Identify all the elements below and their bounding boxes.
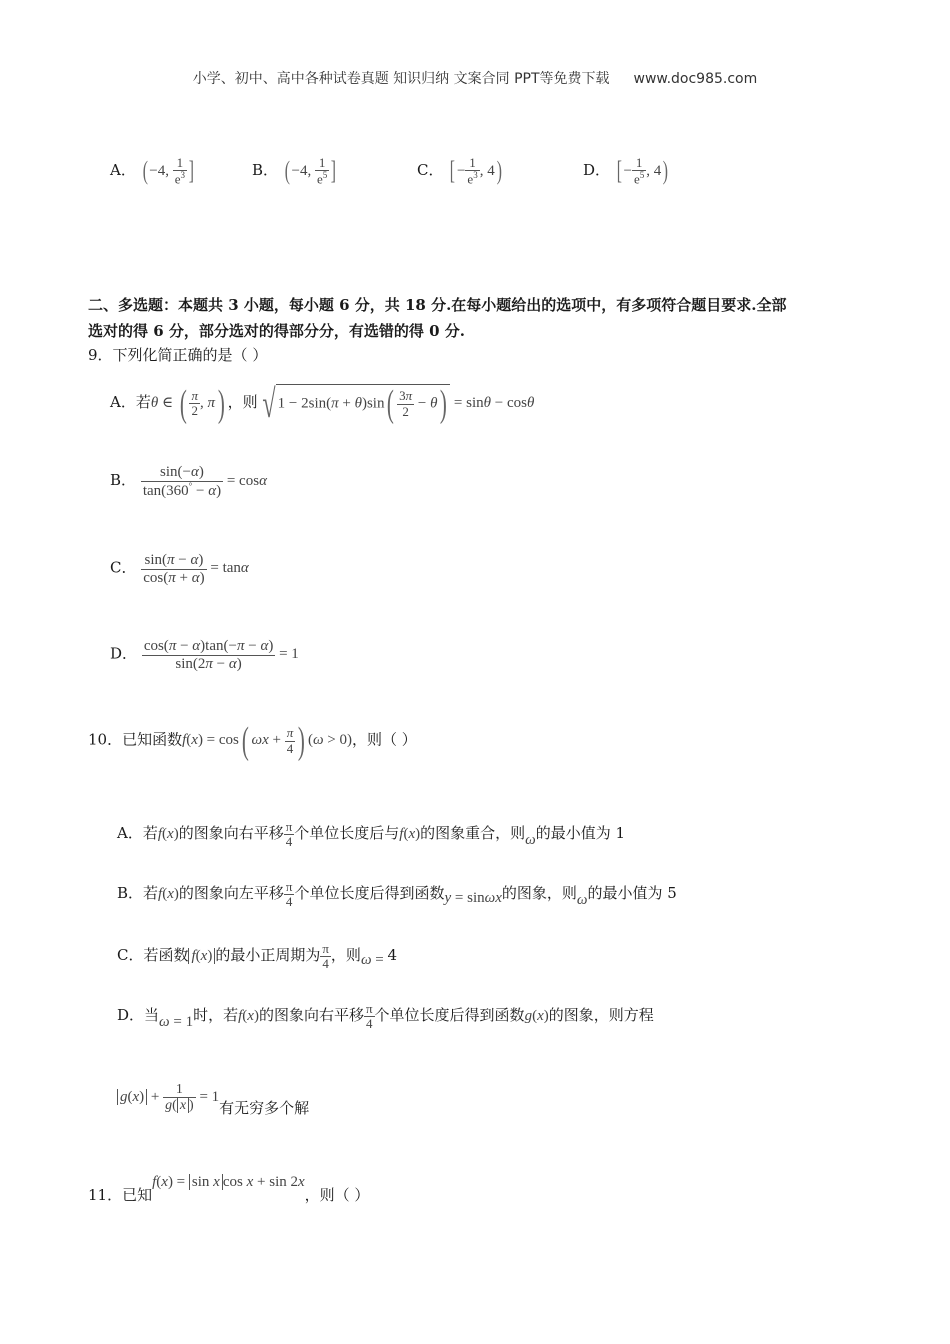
q8-option-c-math: [ − $\frac{1}{e^3}$ , 4) bbox=[450, 155, 502, 187]
q9-option-d bbox=[110, 638, 299, 672]
q10-d-label: D．当 bbox=[117, 1006, 160, 1025]
q8-option-d bbox=[583, 156, 670, 187]
q10-d-t4: 的图象，则方程 bbox=[548, 1006, 654, 1025]
q11-stem-pre: 11．已知 bbox=[88, 1186, 153, 1204]
q10-c-t3: 4 bbox=[387, 946, 398, 965]
q9-option-d-label: D． bbox=[110, 644, 138, 663]
q9-option-c-expr: $\frac{\sin(\pi - \alpha)}{\cos(\pi + \alpha)}$ = tanα bbox=[143, 552, 249, 586]
q9-option-b-label: B． bbox=[110, 470, 137, 489]
q10-b-t3: 的图象，则 bbox=[501, 884, 577, 903]
q9-option-c bbox=[110, 552, 249, 586]
q8-option-c-label: C． bbox=[417, 160, 444, 179]
q10-function: f(x) = cos( ωx + $\frac{\pi}{4}$ ) (ω > 0) bbox=[182, 720, 352, 762]
q8-option-a bbox=[110, 156, 196, 187]
q9-option-b-expr: $\frac{\sin(-\alpha)}{\tan(360^\circ - \alpha)}$ = cosα bbox=[142, 464, 267, 499]
q10-c-label: C．若函数 bbox=[117, 946, 189, 965]
section2-line2: 选对的得 6 分，部分选对的得部分分，有选错的得 0 分. bbox=[88, 322, 465, 340]
q9-option-a-label: A．若 bbox=[110, 392, 151, 411]
q10-stem-pre: 10．已知函数 bbox=[88, 730, 183, 749]
q9-option-c-label: C． bbox=[110, 558, 137, 577]
q8-option-b-math: ( −4, $\frac{1}{e^5}$ ] bbox=[284, 155, 337, 187]
section2-line1: 二、多选题：本题共 3 小题，每小题 6 分，共 18 分.在每小题给出的选项中，有多项符合题目要求.全部 bbox=[88, 296, 787, 314]
q9-stem: 9．下列化简正确的是（ ） bbox=[88, 346, 268, 364]
q8-option-a-label: A． bbox=[110, 160, 136, 179]
q10-d-t2: 的图象向右平移 bbox=[258, 1006, 364, 1025]
q10-a-label: A．若 bbox=[117, 824, 158, 843]
q10-d-t5: 有无穷多个解 bbox=[219, 1099, 310, 1118]
q10-a-t3: 的图象重合，则 bbox=[420, 824, 526, 843]
q10-a-t2: 个单位长度后与 bbox=[294, 824, 400, 843]
q11-stem-post: ，则（ ） bbox=[304, 1186, 370, 1204]
header-url: www.doc985.com bbox=[633, 71, 758, 87]
page-header bbox=[0, 68, 950, 88]
q8-option-c bbox=[417, 156, 503, 187]
q10-b-t2: 个单位长度后得到函数 bbox=[294, 884, 445, 903]
q8-option-a-math: ( −4, $\frac{1}{e^3}$ ] bbox=[142, 155, 194, 187]
q10-c-t1: 的最小正周期为 bbox=[215, 946, 321, 965]
q10-b-label: B．若 bbox=[117, 884, 159, 903]
q10-option-d: D．当ω = 1时，若f(x)的图象向右平移 $\frac{\pi}{4}$ 个单位长度后得到函数g(x)的图象，则方程 bbox=[117, 1001, 654, 1032]
q8-option-d-math: [ − $\frac{1}{e^5}$ , 4) bbox=[616, 155, 669, 187]
q11-stem bbox=[88, 1170, 370, 1204]
header-text: 小学、初中、高中各种试卷真题 知识归纳 文案合同 PPT等免费下载 bbox=[192, 71, 610, 87]
q9-option-a bbox=[110, 380, 534, 427]
q9-option-a-expr: √ 1 − 2sin(π + θ)sin( $\frac{3\pi}{2}$ − θ) = sinθ − cosθ bbox=[262, 381, 535, 426]
q10-option-b: B．若f(x)的图象向左平移 $\frac{\pi}{4}$ 个单位长度后得到函数y = sinωx的图象，则ω的最小值为 5 bbox=[117, 879, 677, 910]
q10-b-t1: 的图象向左平移 bbox=[178, 884, 284, 903]
q9-option-b bbox=[110, 464, 267, 499]
q9-option-a-cond: θ ∈ ( $\frac{\pi}{2}$ , π) bbox=[150, 382, 225, 425]
q10-stem bbox=[88, 722, 417, 760]
q10-b-t4: 的最小值为 5 bbox=[587, 884, 677, 903]
q8-option-d-label: D． bbox=[583, 160, 611, 179]
q10-a-t1: 的图象向右平移 bbox=[178, 824, 284, 843]
q10-option-c: C．若函数 f(x) 的最小正周期为 $\frac{\pi}{4}$ ，则ω = 4 bbox=[117, 941, 398, 972]
q10-c-t2: ，则 bbox=[330, 946, 361, 965]
q8-option-b-label: B． bbox=[252, 160, 279, 179]
q9-option-d-expr: $\frac{\cos(\pi - \alpha)\tan(-\pi - \alpha)}{\sin(2\pi - \alpha)}$ = 1 bbox=[143, 638, 299, 672]
q10-d-equation-math: g(x) + $\frac{1}{g( x )}$ = 1 bbox=[117, 1089, 219, 1105]
q10-d-t3: 个单位长度后得到函数 bbox=[374, 1006, 525, 1025]
q9-option-a-mid: ，则 bbox=[227, 392, 258, 411]
q10-d-t1: 时，若 bbox=[193, 1006, 239, 1025]
q11-function: f(x) = sin x cos x + sin 2x bbox=[152, 1174, 305, 1190]
q10-stem-post: ，则（ ） bbox=[352, 730, 417, 749]
q8-option-b bbox=[252, 156, 338, 187]
q10-a-t4: 的最小值为 1 bbox=[535, 824, 626, 843]
q10-option-d-equation bbox=[117, 1082, 310, 1118]
q10-option-a: A．若f(x)的图象向右平移 $\frac{\pi}{4}$ 个单位长度后与f(x)的图象重合，则ω的最小值为 1 bbox=[117, 819, 626, 850]
